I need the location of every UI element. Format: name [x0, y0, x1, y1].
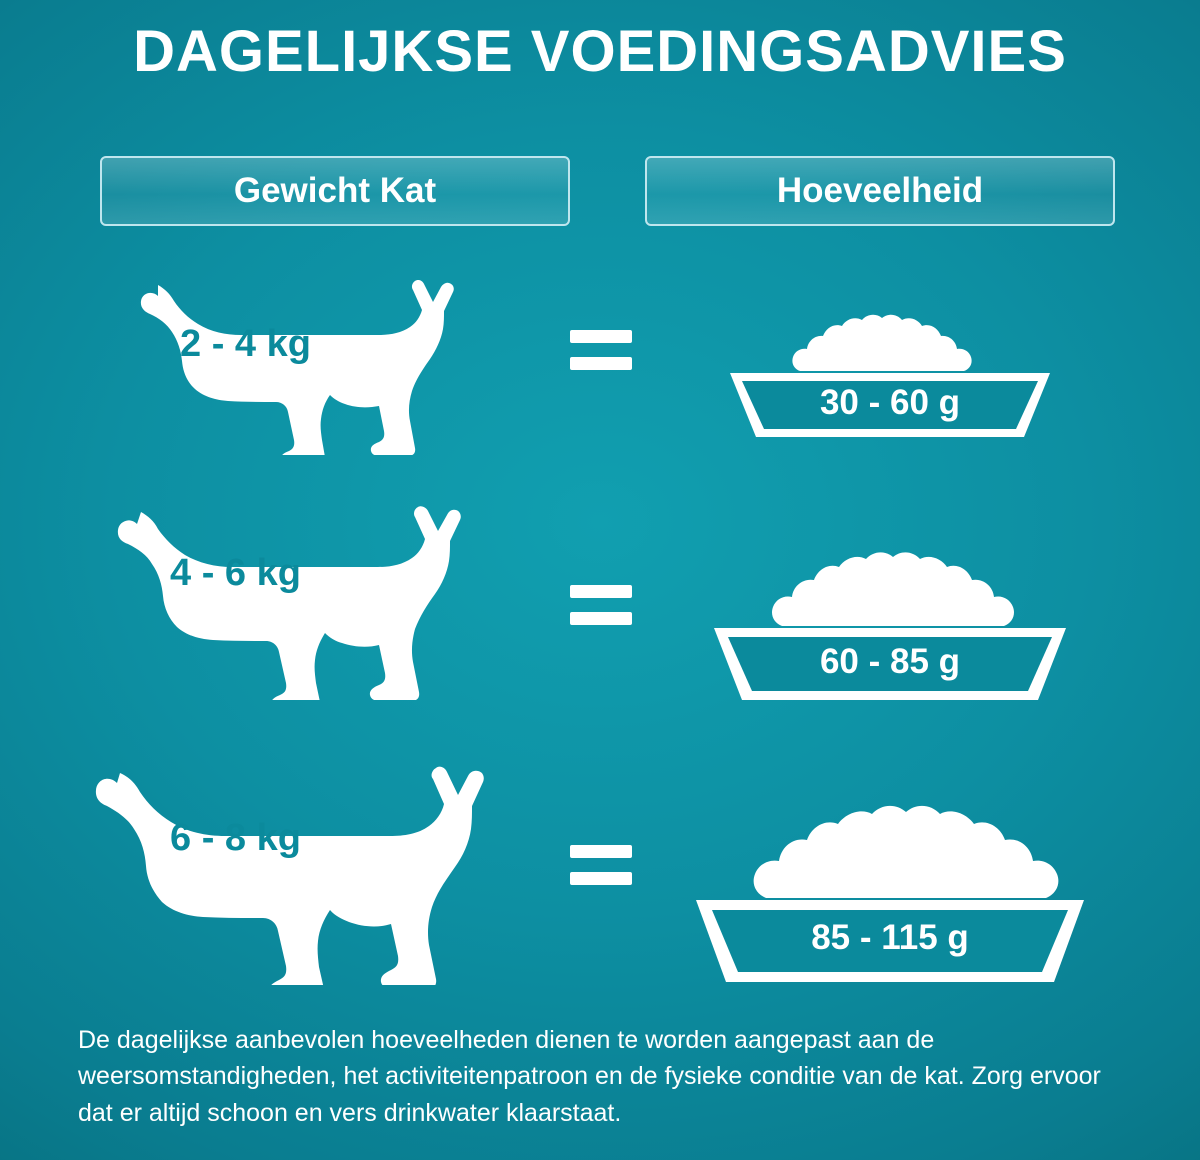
table-row [0, 255, 1200, 505]
food-bowl-large [680, 780, 1100, 985]
equals-bar-bottom [570, 357, 632, 370]
food-bowl-small [700, 285, 1080, 445]
bowl-icon [690, 530, 1090, 710]
table-row [0, 745, 1200, 995]
weight-value: 2 - 4 kg [180, 323, 311, 365]
column-header-amount [645, 156, 1115, 226]
page-title: DAGELIJKSE VOEDINGSADVIES [133, 19, 1067, 84]
equals-bar-top [570, 585, 632, 598]
amount-value: 85 - 115 g [811, 918, 969, 957]
equals-bar-bottom [570, 872, 632, 885]
column-header-weight [100, 156, 570, 226]
equals-bar-bottom [570, 612, 632, 625]
equals-sign [570, 845, 632, 891]
footer-note: De dagelijkse aanbevolen hoeveelheden dienen te worden aangepast aan de weersomstandigheden, het activiteitenpatroon en de fysieke conditie van de kat. Zorg ervoor dat er altijd schoon en vers drinkwater klaarstaat. [78, 1026, 1101, 1127]
amount-value: 30 - 60 g [819, 383, 961, 422]
food-bowl-medium [690, 530, 1090, 710]
weight-value: 4 - 6 kg [170, 552, 301, 594]
column-header-weight-label: Gewicht Kat [233, 171, 437, 210]
amount-value: 60 - 85 g [819, 642, 961, 681]
equals-bar-top [570, 845, 632, 858]
equals-sign [570, 585, 632, 631]
equals-sign [570, 330, 632, 376]
equals-bar-top [570, 330, 632, 343]
cat-icon [55, 755, 555, 985]
table-row [0, 490, 1200, 740]
weight-value: 6 - 8 kg [170, 817, 301, 859]
column-header-amount-label: Hoeveelheid [776, 171, 984, 210]
cat-icon [75, 500, 535, 700]
cat-silhouette-large [55, 755, 555, 985]
cat-silhouette-small [95, 275, 515, 455]
cat-silhouette-medium [75, 500, 535, 700]
